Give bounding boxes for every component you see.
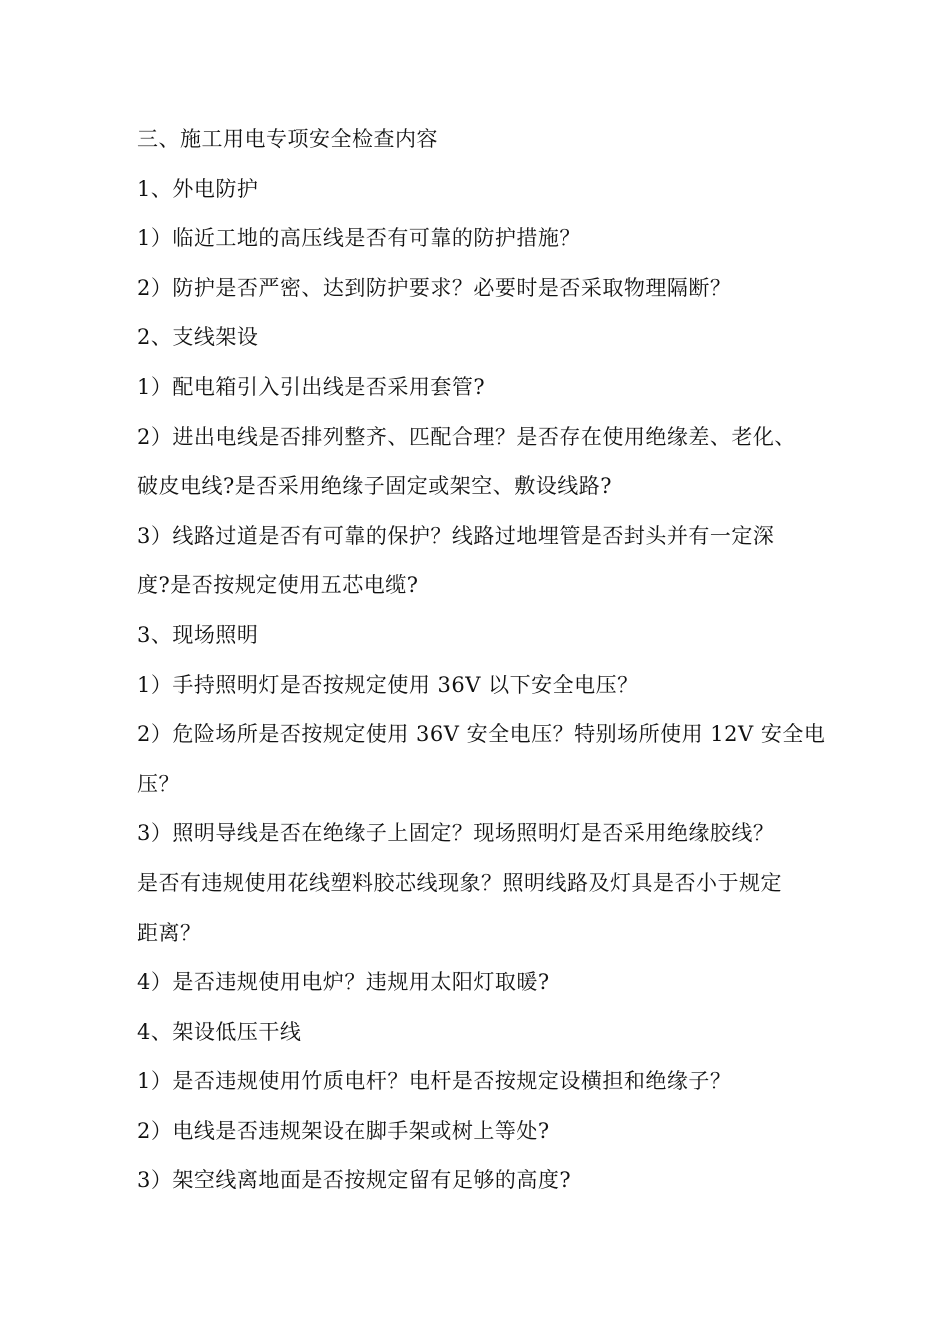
document-body — [137, 115, 827, 1206]
checklist-item: 2）危险场所是否按规定使用 36V 安全电压？特别场所使用 12V 安全电 — [137, 722, 826, 747]
subsection-heading: 2、支线架设 — [137, 325, 259, 350]
subsection-heading: 4、架设低压干线 — [137, 1019, 302, 1044]
section-heading: 三、施工用电专项安全检查内容 — [137, 127, 438, 151]
checklist-item-continuation: 度?是否按规定使用五芯电缆? — [137, 573, 419, 598]
checklist-item: 3）架空线离地面是否按规定留有足够的高度? — [137, 1168, 572, 1193]
checklist-item: 4）是否违规使用电炉？违规用太阳灯取暖? — [137, 970, 550, 995]
checklist-item: 2）防护是否严密、达到防护要求？必要时是否采取物理隔断？ — [137, 275, 732, 300]
checklist-item: 2）电线是否违规架设在脚手架或树上等处? — [137, 1118, 550, 1143]
subsection-heading: 3、现场照明 — [137, 622, 259, 647]
checklist-item-continuation: 压？ — [137, 771, 180, 796]
checklist-item: 1）配电箱引入引出线是否采用套管? — [137, 374, 486, 399]
checklist-item: 3）线路过道是否有可靠的保护？线路过地埋管是否封头并有一定深 — [137, 523, 775, 548]
checklist-item: 1）临近工地的高压线是否有可靠的防护措施？ — [137, 226, 581, 251]
checklist-item-continuation: 距离？ — [137, 920, 202, 945]
checklist-item-continuation: 破皮电线?是否采用绝缘子固定或架空、敷设线路? — [137, 474, 613, 499]
checklist-item: 1）是否违规使用竹质电杆？电杆是否按规定设横担和绝缘子？ — [137, 1069, 732, 1094]
subsection-heading: 1、外电防护 — [137, 176, 259, 201]
checklist-item-continuation: 是否有违规使用花线塑料胶芯线现象？照明线路及灯具是否小于规定 — [137, 870, 782, 895]
checklist-item: 1）手持照明灯是否按规定使用 36V 以下安全电压？ — [137, 672, 639, 697]
checklist-item: 3）照明导线是否在绝缘子上固定？现场照明灯是否采用绝缘胶线？ — [137, 821, 775, 846]
checklist-item: 2）进出电线是否排列整齐、匹配合理？是否存在使用绝缘差、老化、 — [137, 424, 796, 449]
